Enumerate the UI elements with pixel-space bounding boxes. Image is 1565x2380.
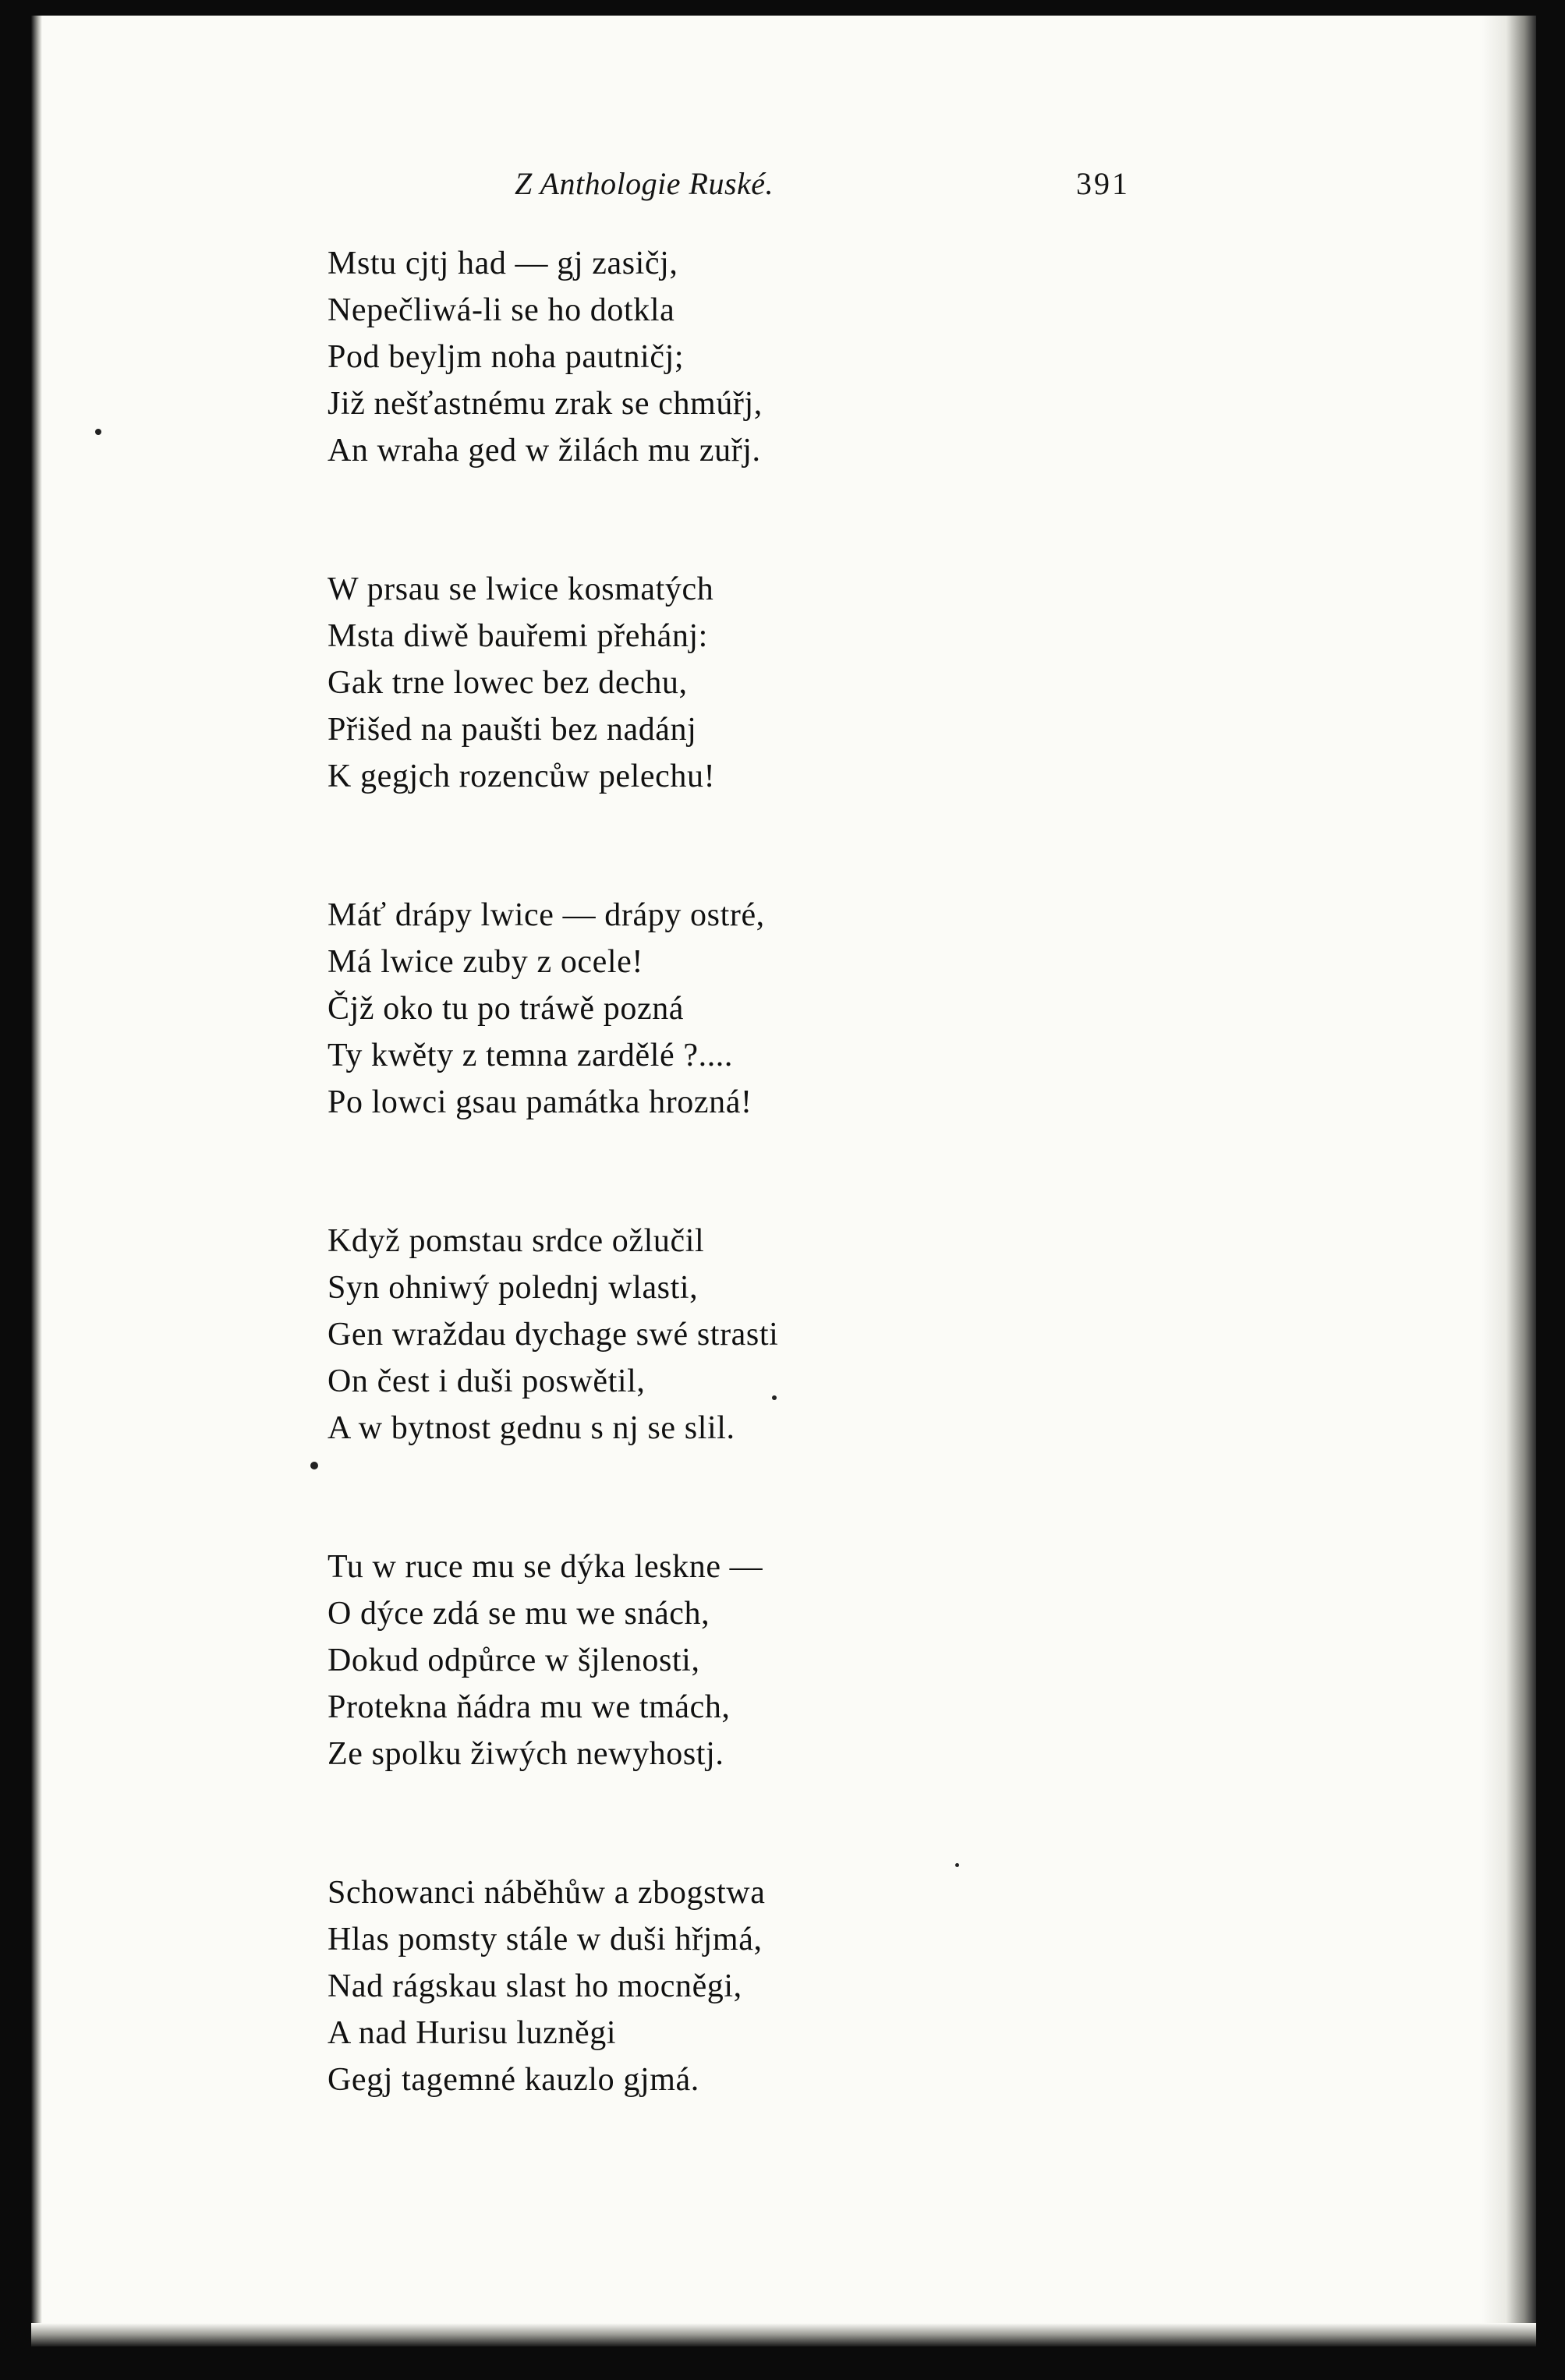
poem-line: W prsau se lwice kosmatých <box>328 571 714 607</box>
stanza-5 <box>328 1544 1419 1777</box>
poem-line: A nad Hurisu luzněgi <box>328 2015 617 2051</box>
poem-line: Mstu cjtj had — gj zasičj, <box>328 246 678 281</box>
ink-speck <box>955 1863 959 1867</box>
poem-line: Pod beyljm noha pautničj; <box>328 339 685 375</box>
poem-line: A w bytnost gednu s nj se slil. <box>328 1410 735 1446</box>
poem-line: Nad rágskau slast ho mocněgi, <box>328 1968 742 2004</box>
poem-line: Tu w ruce mu se dýka leskne — <box>328 1549 763 1585</box>
stanza-1 <box>328 240 1419 474</box>
stanza-6 <box>328 1869 1419 2103</box>
poem-line: Ty kwěty z temna zardělé ?.... <box>328 1038 733 1073</box>
poem-line: Po lowci gsau památka hrozná! <box>328 1084 752 1120</box>
poem-line: Nepečliwá-li se ho dotkla <box>328 292 675 328</box>
poem-line: K gegjch rozencůw pelechu! <box>328 759 716 794</box>
page-header <box>31 165 1536 212</box>
poem-line: On čest i duši poswětil, <box>328 1363 646 1399</box>
poem-line: O dýce zdá se mu we snách, <box>328 1596 710 1632</box>
poem-line: An wraha ged w žilách mu zuřj. <box>328 433 761 469</box>
poem-line: Přišed na paušti bez nadánj <box>328 712 697 748</box>
stanza-3 <box>328 892 1419 1126</box>
poem-line: Čjž oko tu po tráwě pozná <box>328 991 685 1027</box>
ink-speck <box>95 429 101 435</box>
poem-line: Msta diwě bauřemi přehánj: <box>328 618 708 654</box>
ink-speck <box>772 1395 777 1400</box>
page-number: 391 <box>1076 166 1130 201</box>
stanza-4 <box>328 1218 1419 1452</box>
poem-line: Dokud odpůrce w šjlenosti, <box>328 1643 700 1678</box>
poem-line: Gegj tagemné kauzlo gjmá. <box>328 2062 699 2098</box>
book-page <box>31 16 1536 2346</box>
stanza-2 <box>328 566 1419 800</box>
poem-line: Když pomstau srdce ožlučil <box>328 1223 705 1259</box>
poem-line: Gen wraždau dychage swé strasti <box>328 1317 779 1353</box>
running-title: Z Anthologie Ruské. <box>515 166 774 201</box>
scan-edge-bottom <box>31 2323 1536 2346</box>
poem-line: Protekna ňádra mu we tmách, <box>328 1689 731 1725</box>
scan-edge-left <box>31 16 42 2346</box>
poem-line: Schowanci náběhůw a zbogstwa <box>328 1875 766 1911</box>
poem-line: Ze spolku žiwých newyhostj. <box>328 1736 724 1772</box>
poem-line: Syn ohniwý polednj wlasti, <box>328 1270 699 1306</box>
scan-edge-right <box>1482 16 1536 2346</box>
poem-line: Hlas pomsty stále w duši hřjmá, <box>328 1922 763 1957</box>
ink-speck <box>310 1462 318 1469</box>
poem-line: Má lwice zuby z ocele! <box>328 944 644 980</box>
poem-line: Již nešťastnému zrak se chmúřj, <box>328 386 763 422</box>
poem-line: Máť drápy lwice — drápy ostré, <box>328 897 765 933</box>
poem-line: Gak trne lowec bez dechu, <box>328 665 688 701</box>
poem <box>328 240 1419 2195</box>
